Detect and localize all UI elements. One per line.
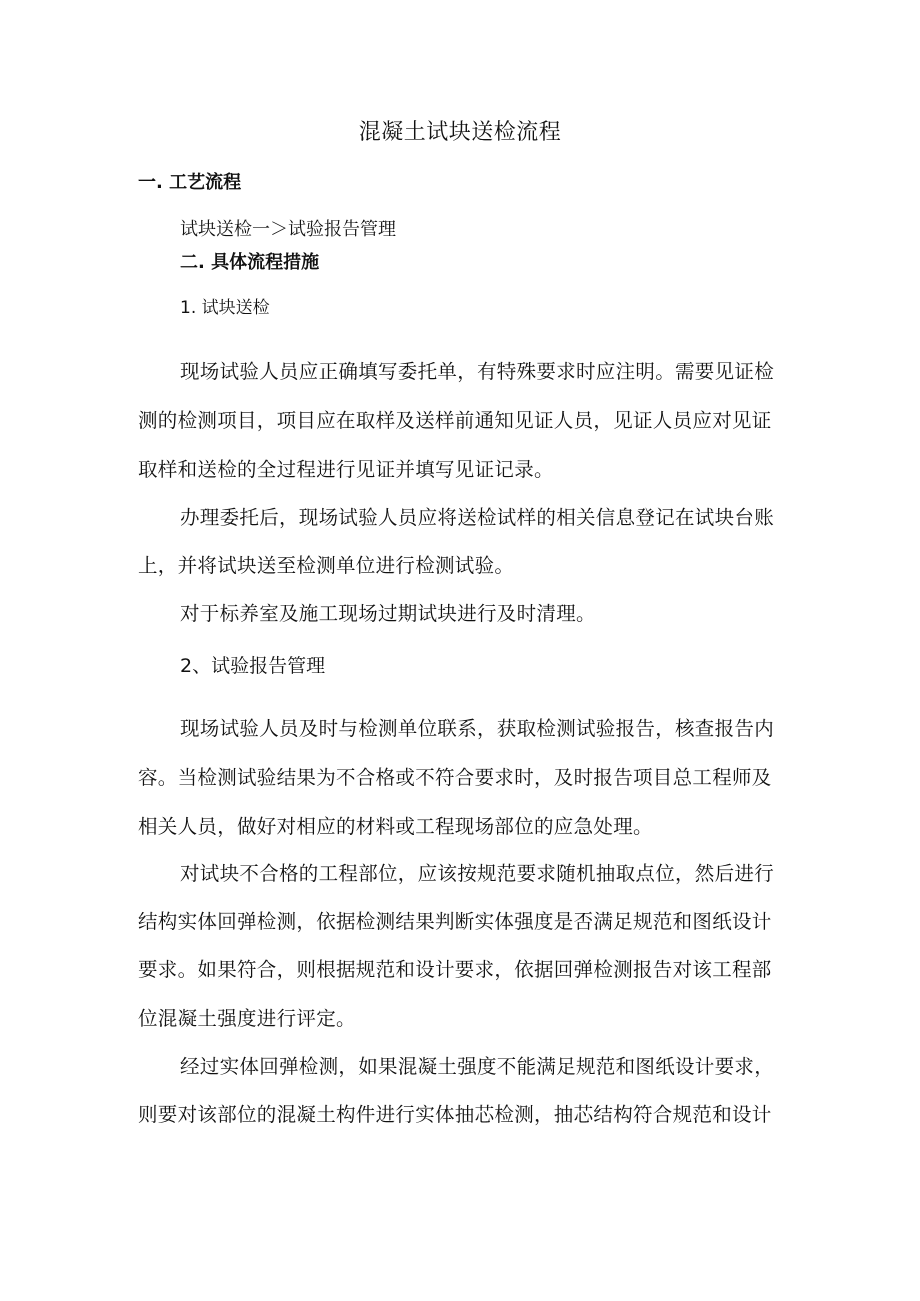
paragraph-line: 对试块不合格的工程部位，应该按规范要求随机抽取点位，然后进行 <box>180 862 775 885</box>
subsection-heading-sample-submission: 1. 试块送检 <box>180 298 270 318</box>
paragraph-line: 经过实体回弹检测，如果混凝土强度不能满足规范和图纸设计要求， <box>180 1055 775 1078</box>
paragraph-line: 上，并将试块送至检测单位进行检测试验。 <box>138 554 515 577</box>
section-heading-process: 一. 工艺流程 <box>138 172 242 193</box>
paragraph-line: 相关人员，做好对相应的材料或工程现场部位的应急处理。 <box>138 815 653 838</box>
process-flow-text: 试块送检一＞试验报告管理 <box>180 219 396 240</box>
paragraph-line: 取样和送检的全过程进行见证并填写见证记录。 <box>138 458 554 481</box>
paragraph-line: 测的检测项目，项目应在取样及送样前通知见证人员，见证人员应对见证 <box>138 409 772 432</box>
paragraph-line: 容。当检测试验结果为不合格或不符合要求时，及时报告项目总工程师及 <box>138 766 772 789</box>
paragraph-line: 要求。如果符合，则根据规范和设计要求，依据回弹检测报告对该工程部 <box>138 958 772 981</box>
paragraph-line: 办理委托后，现场试验人员应将送检试样的相关信息登记在试块台账 <box>180 506 775 529</box>
paragraph-line: 现场试验人员应正确填写委托单，有特殊要求时应注明。需要见证检 <box>180 360 775 383</box>
paragraph-line: 对于标养室及施工现场过期试块进行及时清理。 <box>180 602 596 625</box>
paragraph-line: 则要对该部位的混凝土构件进行实体抽芯检测，抽芯结构符合规范和设计 <box>138 1103 772 1126</box>
paragraph-line: 现场试验人员及时与检测单位联系，获取检测试验报告，核查报告内 <box>180 717 775 740</box>
section-heading-measures: 二. 具体流程措施 <box>180 252 320 273</box>
document-title: 混凝土试块送检流程 <box>358 120 562 145</box>
paragraph-line: 位混凝土强度进行评定。 <box>138 1007 356 1030</box>
paragraph-line: 结构实体回弹检测，依据检测结果判断实体强度是否满足规范和图纸设计 <box>138 910 772 933</box>
subsection-heading-report-management: 2、试验报告管理 <box>180 655 326 677</box>
